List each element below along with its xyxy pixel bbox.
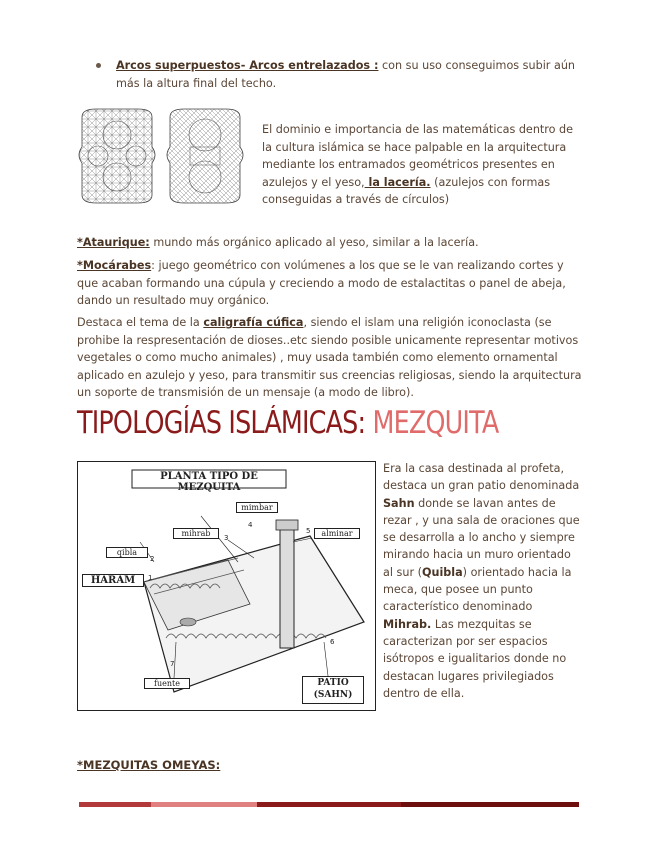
- laceria-text: El dominio e importancia de las matemáticas dentro de la cultura islámica se hace palpable en la arquitectura mediante los entramados geométricos presentes en azulejos y el yeso,: [262, 123, 574, 189]
- ataurique-text: mundo más orgánico aplicado al yeso, similar a la lacería.: [149, 236, 479, 249]
- heading-main: TIPOLOGÍAS ISLÁMICAS:: [77, 405, 373, 441]
- mezquita-paragraph: [383, 460, 583, 702]
- number-6: 6: [330, 638, 335, 646]
- lattice-image-right: [164, 107, 246, 205]
- number-7: 7: [170, 660, 175, 668]
- mezquita-text-2: donde se lavan antes de rezar , y una sala de oraciones que se desarrolla a lo ancho y siempre mirando hacia un muro orientado al sur (: [383, 496, 580, 579]
- mosque-plan-diagram: [77, 461, 376, 711]
- number-1: 1: [148, 574, 153, 582]
- heading-accent: MEZQUITA: [372, 405, 499, 441]
- label-alminar: alminar: [314, 528, 360, 539]
- lattice-image-left: [76, 107, 158, 205]
- label-fuente: fuente: [144, 678, 190, 689]
- laceria-term: la lacería.: [364, 175, 431, 189]
- number-3: 3: [224, 534, 229, 542]
- laceria-text2: (azulejos con formas conseguidas a través de círculos): [262, 175, 551, 206]
- number-2: 2: [150, 555, 155, 563]
- laceria-paragraph: [262, 121, 584, 209]
- bullet-term: Arcos superpuestos- Arcos entrelazados :: [116, 59, 379, 72]
- ataurique-paragraph: [77, 234, 582, 252]
- caligrafia-text: , siendo el islam una religión iconoclasta (se prohibe la respresentación de dioses..etc siendo posible unicamente representar motivos vegetales o como mucho animales) , muy usada también como elemento ornamental aplicado en azulejo y yeso, para transmitir sus creencias religiosas, siendo la arquitectura un soporte de transmisión de un mensaje (a modo de libro).: [77, 316, 582, 399]
- mocarabes-text: : juego geométrico con volúmenes a los que se le van realizando cortes y que acaban formando una cúpula y creciendo a modo de estalactitas o panel de abeja, dando un resultado muy orgánico.: [77, 259, 566, 307]
- mocarabes-paragraph: [77, 257, 582, 310]
- mezquita-text-4: Las mezquitas se caracterizan por ser espacios isótropos e igualitarios donde no destacan lugares privilegiados dentro de ella.: [383, 617, 567, 700]
- label-qibla: qibla: [106, 547, 148, 558]
- term-quibla: Quibla: [421, 565, 463, 579]
- footer-segment-2: [151, 802, 257, 807]
- caligrafia-paragraph: [77, 314, 582, 402]
- diagram-title: PLANTA TIPO DE MEZQUITA: [160, 471, 258, 493]
- mezquita-text-3: ) orientado hacia la meca, que posee un punto característico denominado: [383, 565, 572, 614]
- ataurique-term: *Ataurique:: [77, 236, 150, 249]
- footer-segment-4: [401, 802, 579, 807]
- subheading-omeyas: *MEZQUITAS OMEYAS:: [77, 758, 221, 772]
- footer-segment-3: [257, 802, 401, 807]
- term-mihrab: Mihrab.: [383, 617, 432, 631]
- number-4: 4: [248, 521, 253, 529]
- label-mihrab: mihrab: [173, 528, 219, 539]
- caligrafia-pre: Destaca el tema de la: [77, 316, 204, 329]
- caligrafia-term: caligrafía cúfica: [203, 316, 304, 329]
- number-5: 5: [306, 527, 311, 535]
- bullet-dot: [96, 63, 101, 68]
- label-minbar: mimbar: [236, 502, 278, 513]
- footer-divider: [79, 802, 579, 807]
- term-sahn: Sahn: [383, 496, 415, 510]
- label-patio: PATIO: [317, 678, 349, 688]
- section-heading: [77, 405, 498, 441]
- label-sahn: (SAHN): [313, 690, 353, 700]
- label-haram: HARAM: [82, 574, 144, 587]
- footer-segment-1: [79, 802, 151, 807]
- label-patio-box: [302, 676, 364, 704]
- mezquita-text-1: Era la casa destinada al profeta, destaca un gran patio denominada: [383, 462, 580, 493]
- bullet-body: con su uso conseguimos subir aún más la altura final del techo.: [116, 59, 575, 90]
- bullet-text: [116, 57, 586, 92]
- mocarabes-term: *Mocárabes: [77, 259, 152, 272]
